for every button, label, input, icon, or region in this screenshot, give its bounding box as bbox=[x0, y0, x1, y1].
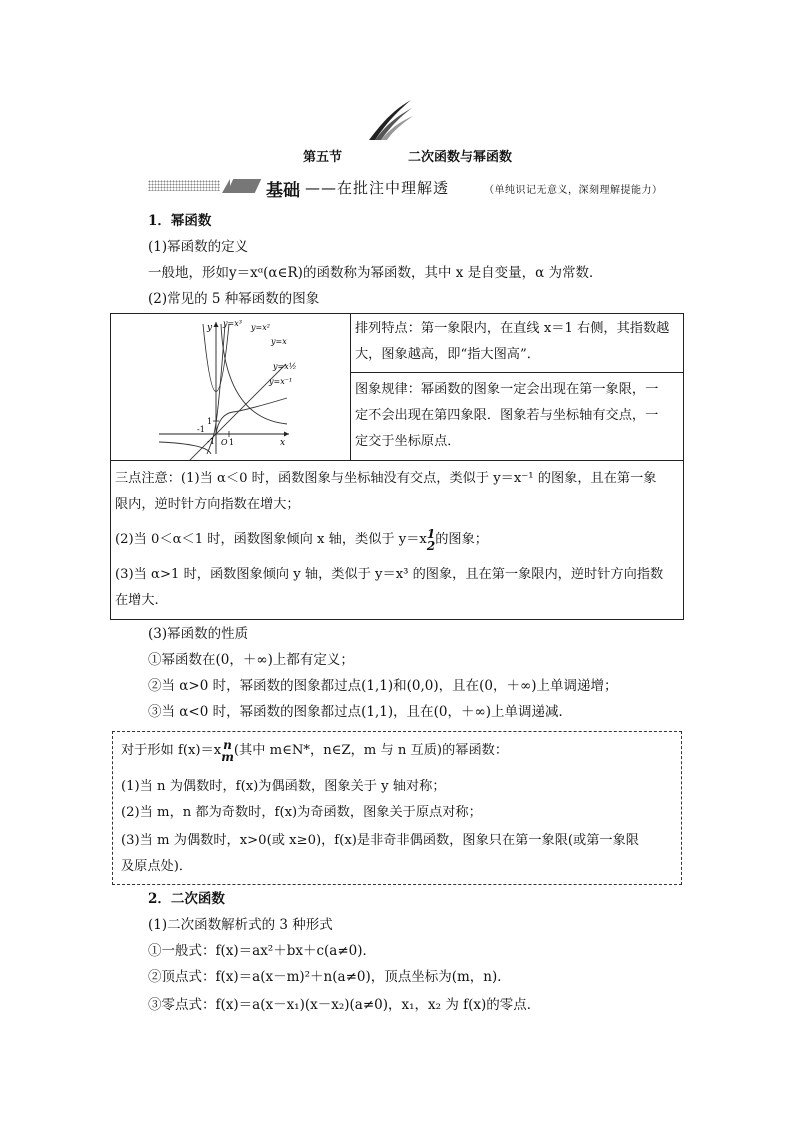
note-box-intro: 对于形如 f(x)＝x n m (其中 m∈N*，n∈Z，m 与 n 互质)的幂函数： bbox=[121, 737, 509, 764]
graph-label-sqrt: y=x½ bbox=[273, 362, 297, 371]
s2-sub1: (1)二次函数解析式的 3 种形式 bbox=[148, 917, 333, 933]
graph-label-x2: y=x² bbox=[251, 323, 270, 332]
power-function-table bbox=[110, 313, 684, 620]
table-arrange-line2: 大，图象越高，即“指大图高”． bbox=[355, 347, 540, 362]
props-item-3: ③当 α<0 时，幂函数的图象都过点(1,1)，且在(0，＋∞)上单调递减． bbox=[148, 704, 572, 720]
banner-note: （单纯识记无意义，深刻理解提能力） bbox=[484, 185, 663, 196]
banner-dot-pattern bbox=[148, 180, 220, 191]
graph-label-neg-one: -1 bbox=[197, 425, 205, 434]
banner-subheading: ——在批注中理解透 bbox=[305, 179, 450, 197]
table-note-1b: 限内，逆时针方向指数在增大； bbox=[115, 497, 300, 512]
section-logo-icon bbox=[365, 96, 415, 146]
graph-label-y-neg-one: -1 bbox=[207, 437, 215, 446]
s2-form-1: ①一般式：f(x)＝ax²＋bx＋c(a≠0)． bbox=[148, 943, 377, 959]
s2-title: 2．二次函数 bbox=[148, 891, 225, 907]
note-box-line-4b: 及原点处)． bbox=[121, 859, 193, 874]
s1-title: 1．幂函数 bbox=[148, 213, 212, 229]
table-note-3b: 在增大. bbox=[115, 593, 159, 608]
s1-graphs-title: (2)常见的 5 种幂函数的图象 bbox=[148, 291, 320, 307]
s2-form-3: ③零点式：f(x)＝a(x－x₁)(x－x₂)(a≠0)，x₁，x₂ 为 f(x)的零点． bbox=[148, 997, 541, 1013]
note-box-line-4a: (3)当 m 为偶数时，x>0(或 x≥0)，f(x)是非奇非偶函数，图象只在第一象限(或第一象限 bbox=[121, 833, 639, 848]
graph-label-x-one: 1 bbox=[229, 438, 235, 447]
power-function-graph bbox=[111, 314, 350, 460]
props-title: (3)幂函数的性质 bbox=[148, 626, 249, 642]
table-rule-line1: 图象规律：幂函数的图象一定会出现在第一象限，一 bbox=[355, 382, 659, 397]
props-item-1: ①幂函数在(0，＋∞)上都有定义； bbox=[148, 652, 354, 668]
note-box bbox=[112, 731, 682, 885]
section-title: 二次函数与幂函数 bbox=[408, 150, 513, 165]
graph-label-origin: O bbox=[221, 438, 228, 447]
banner-bar bbox=[227, 179, 262, 193]
graph-label-x3: y=x³ bbox=[223, 319, 242, 328]
section-number: 第五节 bbox=[303, 150, 343, 165]
graph-y-axis-label: y bbox=[207, 323, 213, 333]
graph-label-x: y=x bbox=[271, 337, 287, 346]
note-box-line-2: (1)当 n 为偶数时，f(x)为偶函数，图象关于 y 轴对称； bbox=[121, 779, 446, 794]
s1-def-text: 一般地，形如y＝xᵅ(α∈R)的函数称为幂函数，其中 x 是自变量，α 为常数． bbox=[148, 265, 603, 281]
s2-form-2: ②顶点式：f(x)＝a(x－m)²＋n(a≠0)，顶点坐标为(m，n)． bbox=[148, 969, 511, 985]
table-note-2: (2)当 0＜α＜1 时，函数图象倾向 x 轴，类似于 y＝x 1 2 的图象； bbox=[115, 526, 488, 553]
table-note-1a: 三点注意：(1)当 α＜0 时，函数图象与坐标轴没有交点，类似于 y＝x⁻¹ 的图象，且在第一象 bbox=[115, 471, 657, 486]
note-box-line-3: (2)当 m，n 都为奇数时，f(x)为奇函数，图象关于原点对称； bbox=[121, 805, 482, 820]
table-arrange-line1: 排列特点：第一象限内，在直线 x＝1 右侧，其指数越 bbox=[355, 321, 670, 336]
graph-x-axis-label: x bbox=[280, 438, 286, 448]
s1-def-title: (1)幂函数的定义 bbox=[148, 239, 249, 255]
graph-label-one: 1 bbox=[207, 417, 213, 426]
banner-heading: 基础 bbox=[266, 181, 300, 201]
section-banner bbox=[148, 176, 708, 201]
graph-label-inverse: y=x⁻¹ bbox=[269, 377, 293, 386]
table-rule-line2: 定不会出现在第四象限．图象若与坐标轴有交点，一 bbox=[355, 408, 659, 423]
table-rule-line3: 定交于坐标原点． bbox=[355, 434, 461, 449]
table-note-3a: (3)当 α>1 时，函数图象倾向 y 轴，类似于 y＝x³ 的图象，且在第一象限内，逆时针方向指数 bbox=[115, 567, 664, 582]
props-item-2: ②当 α>0 时，幂函数的图象都过点(1,1)和(0,0)，且在(0，＋∞)上单调递增； bbox=[148, 678, 618, 694]
